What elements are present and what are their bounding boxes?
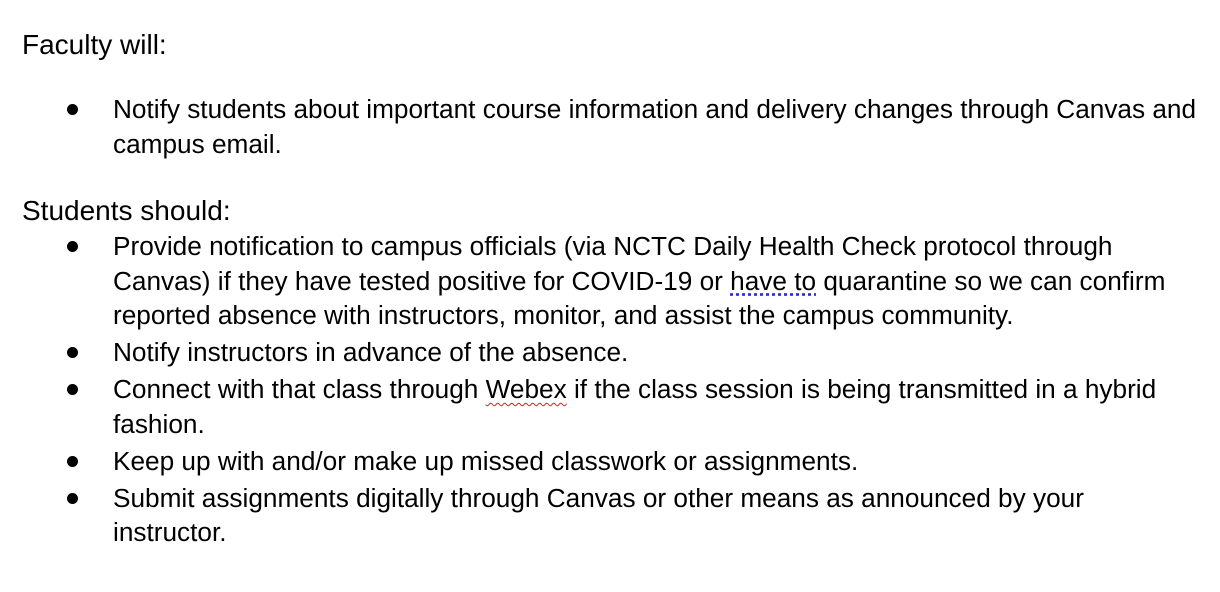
students-heading: Students should: bbox=[22, 195, 231, 226]
list-item bbox=[0, 92, 1203, 161]
bullet-icon bbox=[67, 241, 78, 252]
text-segment: Provide notification to campus officials (via NCTC Daily Health Check protocol through Canvas) if they have tested positive for COVID-19 or bbox=[113, 231, 1113, 296]
list-item bbox=[0, 335, 1203, 370]
list-item bbox=[0, 444, 1203, 479]
bullet-icon bbox=[67, 104, 78, 115]
text-segment: if the class session is being transmitted in a hybrid fashion. bbox=[113, 374, 1157, 439]
bullet-icon bbox=[67, 456, 78, 467]
faculty-bullet-list bbox=[0, 92, 1220, 164]
student-item-text: Notify instructors in advance of the absence. bbox=[113, 337, 629, 367]
student-item-text: Keep up with and/or make up missed classwork or assignments. bbox=[113, 445, 859, 476]
grammar-flagged-phrase[interactable]: have to bbox=[730, 265, 817, 296]
bullet-icon bbox=[67, 384, 78, 395]
students-bullet-list bbox=[0, 229, 1220, 552]
text-segment: Connect with that class through bbox=[113, 374, 486, 404]
faculty-item-text: Notify students about important course information and delivery changes through Canvas and campus email. bbox=[113, 94, 1197, 159]
bullet-icon bbox=[67, 493, 78, 504]
student-item-text bbox=[113, 231, 1165, 330]
bullet-icon bbox=[67, 347, 78, 358]
student-item-text bbox=[113, 374, 1156, 439]
list-item bbox=[0, 481, 1203, 550]
student-item-text: Submit assignments digitally through Canvas or other means as announced by your instructor. bbox=[113, 482, 1084, 547]
list-item bbox=[0, 372, 1203, 441]
list-item bbox=[0, 229, 1203, 333]
faculty-heading: Faculty will: bbox=[22, 29, 167, 60]
text-segment: quarantine so we can confirm reported absence with instructors, monitor, and assist the campus community. bbox=[113, 265, 1166, 330]
spelling-flagged-word[interactable]: Webex bbox=[485, 374, 567, 404]
